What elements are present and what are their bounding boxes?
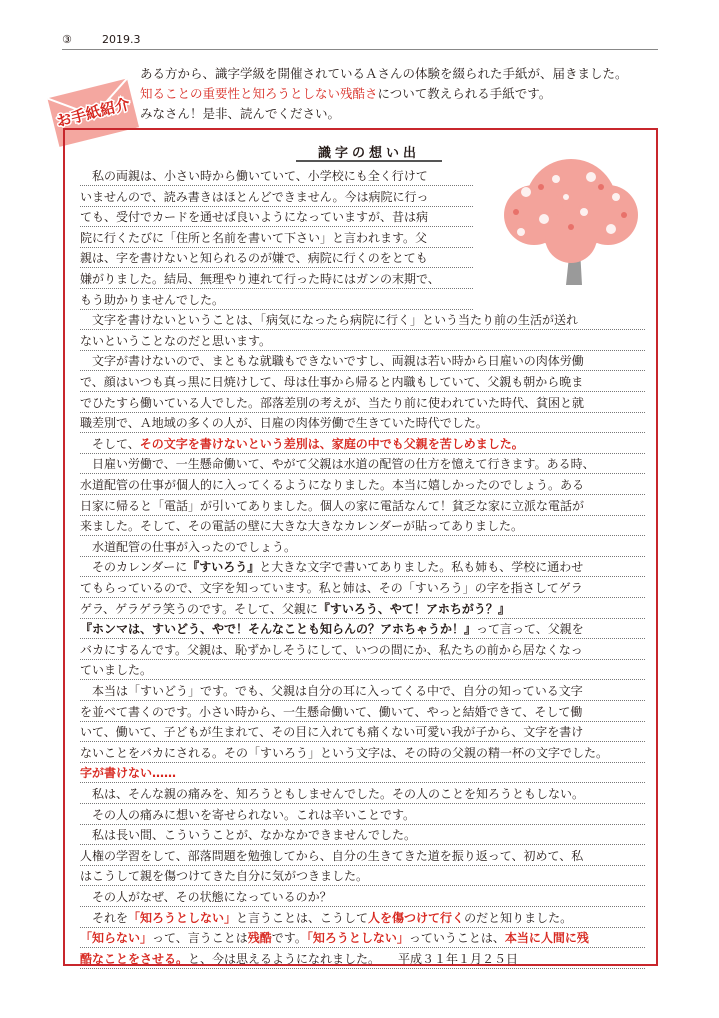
letter-text: 文字を書けないということは、「病気になったら病院に行く」という当たり前の生活が送れ [80, 313, 579, 328]
letter-text: って言って、父親を [476, 622, 584, 637]
letter-text: バカにするんです。父親は、恥ずかしそうにして、いつの間にか、私たちの前から居なくなっ [80, 642, 583, 657]
intro-line-2-rest: について教えられる手紙です。 [377, 86, 552, 101]
issue-date: 2019.3 [102, 33, 141, 46]
letter-text: 水道配管の仕事が個人的に入ってくるようになりました。本当に嬉しかったのでしょう。ある [80, 478, 585, 492]
letter-line [80, 269, 473, 289]
letter-line [80, 475, 645, 495]
letter-text: のだと知りました。 [464, 910, 573, 925]
emphasis-text: 人を傷つけて行く [368, 910, 465, 925]
letter-line [80, 825, 645, 845]
letter-text: 『ホンマは、すいどう、やで！そんなことも知らんの？アホちゃうか！』 [80, 622, 477, 637]
letter-text: 院に行くたびに「住所と名前を書いて下さい」と言われます。父 [80, 230, 428, 245]
letter-text: その人の痛みに想いを寄せられない。これは辛いことです。 [80, 807, 416, 822]
letter-text: 水道配管の仕事が入ったのでしょう。 [80, 539, 297, 554]
letter-text: いて、働いて、子どもが生まれて、その目に入れても痛くない可愛い我が子から、文字を書け [80, 725, 584, 740]
letter-text: もう助かりませんでした。 [80, 292, 225, 307]
letter-line [80, 743, 645, 763]
letter-text: 『すいろう』 [187, 560, 260, 575]
letter-text: てもらっているので、文字を知っています。私と姉は、その「すいろう」の字を指さしてゲラ [80, 581, 583, 595]
emphasis-text: 「知ろうとしない」 [128, 910, 237, 925]
letter-text: 親は、字を書けないと知られるのが嫌で、病院に行くのをとても [80, 251, 428, 266]
letter-line [80, 557, 645, 577]
letter-text: でひたすら働いている人でした。部落差別の考えが、当たり前に使われていた時代、貧困と就 [80, 395, 585, 410]
letter-text: はこうして親を傷つけてきた自分に気がつきました。 [80, 869, 369, 884]
emphasis-text: 本当に人間に残 [504, 931, 589, 946]
letter-text: っていうことは、 [408, 931, 505, 946]
intro-line-3: みなさん！是非、読んでください。 [140, 106, 341, 121]
letter-line [80, 393, 645, 413]
letter-line [80, 928, 645, 948]
letter-line [80, 187, 473, 207]
letter-text: その人がなぜ、その状態になっているのか？ [80, 890, 332, 904]
emphasis-text: 「知ろうとしない」 [306, 931, 409, 946]
letter-line [80, 702, 645, 722]
intro-line-2 [140, 84, 680, 104]
letter-text: ないことをバカにされる。その「すいろう」という文字は、その時の父親の精一杯の文字でした。 [80, 745, 609, 760]
letter-line [80, 372, 645, 392]
letter-text: 『すいろう、やて！アホちがう？』 [317, 601, 510, 616]
tree-crown [504, 159, 638, 263]
letter-text: と、今は思えるようになれました。 平成３１年１月２５日 [188, 951, 519, 966]
letter-text: と言うことは、こうして [236, 910, 369, 925]
letter-text: を並べて書くのです。小さい時から、一生懸命働いて、働いて、やっと結婚できて、そして働 [80, 704, 583, 719]
letter-line [80, 537, 645, 557]
letter-line [80, 516, 645, 536]
page-header [62, 33, 658, 50]
emphasis-text: その文字を書けないという差別は、家庭の中でも父親を苦しめました。 [139, 436, 524, 451]
letter-line [80, 784, 645, 804]
letter-line [80, 351, 645, 371]
letter-text: そして、 [80, 436, 140, 451]
letter-line [80, 908, 645, 928]
letter-text: って、言うことは [152, 931, 248, 946]
letter-line [80, 887, 645, 907]
letter-line [80, 949, 645, 969]
letter-text: 職差別で、Ａ地域の多くの人が、日雇の肉体労働で生きていた時代でした。 [80, 416, 488, 431]
letter-text: です。 [271, 931, 307, 946]
letter-line [80, 866, 645, 886]
letter-text: ないということなのだと思います。 [80, 333, 272, 348]
letter-text: それを [80, 910, 129, 925]
letter-text: 文字が書けないので、まともな就職もできないですし、両親は若い時から日雇いの肉体労働 [80, 354, 584, 369]
letter-line [80, 619, 645, 639]
letter-line [80, 846, 645, 866]
letter-title: 識字の想い出 [296, 142, 442, 162]
letter-line [80, 228, 473, 248]
letter-text: 人権の学習をして、部落問題を勉強してから、自分の生きてきた道を振り返って、初めて、私 [80, 848, 584, 863]
letter-text: ゲラ、ゲラゲラ笑うのです。そして、父親に [80, 601, 318, 616]
letter-line [80, 722, 645, 742]
letter-text: 私の両親は、小さい時から働いていて、小学校にも全く行けて [80, 169, 428, 183]
letter-line [80, 599, 645, 619]
letter-text: ていました。 [80, 663, 153, 678]
letter-text: 来ました。そして、その電話の壁に大きな大きなカレンダーが貼ってありました。 [80, 519, 523, 534]
letter-line [80, 578, 645, 598]
intro-highlight: 知ることの重要性と知ろうとしない残酷さ [140, 86, 378, 101]
emphasis-text: 残酷 [247, 931, 272, 946]
emphasis-text: 酷なことをさせる。 [80, 951, 189, 966]
letter-line [80, 207, 473, 227]
letter-line [80, 660, 645, 680]
letter-text: で、顔はいつも真っ黒に日焼けして、母は仕事から帰ると内職もしていて、父親も朝から晩ま [80, 375, 584, 389]
letter-line [80, 763, 645, 783]
letter-text: 私は長い間、こういうことが、なかなかできませんでした。 [80, 828, 417, 843]
intro-text [140, 64, 680, 124]
letter-line [80, 166, 473, 186]
letter-line [80, 248, 473, 268]
letter-line [80, 290, 473, 310]
letter-line [80, 434, 645, 454]
letter-line [80, 310, 645, 330]
letter-line [80, 413, 645, 433]
badge-label: お手紙紹介 [54, 94, 132, 131]
letter-text: そのカレンダーに [80, 560, 188, 575]
emphasis-text: 「知らない」 [80, 931, 153, 946]
letter-line [80, 496, 645, 516]
letter-line [80, 681, 645, 701]
letter-text: 嫌がりました。結局、無理やり連れて行った時にはガンの末期で、 [80, 272, 440, 286]
letter-line [80, 640, 645, 660]
tree-illustration [496, 157, 646, 287]
letter-line [80, 805, 645, 825]
page-number: ③ [62, 33, 72, 46]
letter-text: 日家に帰ると「電話」が引いてありました。個人の家に電話なんて！貧乏な家に立派な電話が [80, 498, 585, 513]
letter-text: いませんので、読み書きはほとんどできません。今は病院に行っ [80, 189, 429, 204]
letter-text: と大きな文字で書いてありました。私も姉も、学校に通わせ [259, 560, 584, 575]
letter-line [80, 454, 645, 474]
letter-text: ても、受付でカードを通せば良いようになっていますが、昔は病 [80, 210, 429, 225]
letter-text: 日雇い労働で、一生懸命働いて、やがて父親は水道の配管の仕方を憶えて行きます。ある時、 [80, 457, 595, 472]
intro-line-1: ある方から、識字学級を開催されているＡさんの体験を綴られた手紙が、届きました。 [140, 66, 628, 81]
letter-text: 私は、そんな親の痛みを、知ろうともしませんでした。その人のことを知ろうともしない。 [80, 787, 585, 801]
emphasis-text: 字が書けない…… [80, 766, 177, 781]
letter-text: 本当は「すいどう」です。でも、父親は自分の耳に入ってくる中で、自分の知っている文字 [80, 684, 583, 698]
letter-line [80, 331, 645, 351]
